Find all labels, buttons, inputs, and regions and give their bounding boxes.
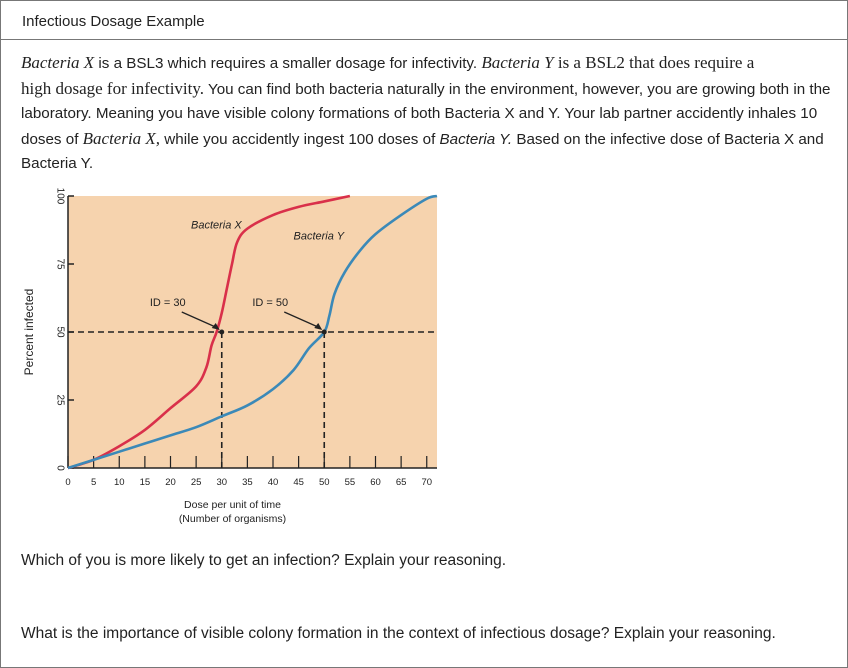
question-2: What is the importance of visible colony formation in the context of infectious dosage? Explain your reasoning. bbox=[21, 625, 776, 642]
y-tick-label: 75 bbox=[54, 258, 66, 270]
x-tick-label: 60 bbox=[370, 477, 381, 488]
x-tick-label: 40 bbox=[267, 477, 279, 488]
question-1: Which of you is more likely to get an infection? Explain your reasoning. bbox=[21, 552, 507, 569]
problem-text-5: Based on the infective dose of Bacteria X and Bacteria Y. bbox=[21, 130, 824, 173]
y-tick-label: 0 bbox=[54, 465, 66, 471]
x-tick-label: 35 bbox=[242, 477, 253, 488]
y-tick-label: 25 bbox=[54, 394, 66, 406]
id-annotation-label: ID = 50 bbox=[252, 297, 289, 309]
x-tick-label: 55 bbox=[344, 477, 356, 488]
problem-text-2b: high dosage for infectivity. bbox=[21, 78, 205, 98]
organism-x-name-2: Bacteria X, bbox=[82, 128, 161, 148]
y-axis-label: Percent infected bbox=[22, 288, 36, 376]
x-tick-label: 70 bbox=[421, 477, 433, 488]
y-tick-label: 50 bbox=[54, 326, 66, 338]
organism-y-name-2: Bacteria Y. bbox=[439, 130, 513, 148]
id-point-marker bbox=[322, 330, 327, 335]
x-tick-label: 50 bbox=[318, 477, 330, 488]
y-tick-label: 100 bbox=[54, 187, 66, 205]
page-title: Infectious Dosage Example bbox=[22, 13, 205, 30]
x-tick-label: 45 bbox=[293, 477, 304, 488]
problem-text-3: You can find both bacteria naturally in the environment, however, you are growing both in the laboratory. Meaning you have visible colony formations of both Bacteria X and Y. Your lab partner accidently inhales 10 doses of bbox=[21, 80, 831, 148]
x-tick-label: 15 bbox=[139, 477, 151, 488]
x-tick-label: 5 bbox=[90, 477, 97, 488]
organism-y-name: Bacteria Y bbox=[481, 53, 554, 72]
x-tick-label: 30 bbox=[216, 477, 228, 488]
problem-text-2a: is a BSL2 that does require a bbox=[553, 53, 755, 72]
organism-x-name: Bacteria X bbox=[21, 53, 95, 72]
id-point-marker bbox=[219, 330, 224, 335]
x-axis-label-line1: Dose per unit of time bbox=[184, 499, 281, 511]
series-label-bacteria-y: Bacteria Y bbox=[293, 230, 345, 243]
series-label-bacteria-x: Bacteria X bbox=[191, 219, 242, 232]
problem-text-1: is a BSL3 which requires a smaller dosage for infectivity. bbox=[94, 55, 482, 72]
header-box bbox=[1, 1, 847, 40]
problem-text-4: while you accidently ingest 100 doses of bbox=[160, 130, 440, 148]
x-tick-label: 25 bbox=[190, 477, 202, 488]
infectious-dose-chart bbox=[19, 186, 449, 536]
x-axis-label-line2: (Number of organisms) bbox=[178, 513, 287, 525]
x-tick-label: 0 bbox=[65, 477, 71, 488]
chart-svg bbox=[19, 186, 449, 536]
x-tick-label: 20 bbox=[165, 477, 176, 488]
problem-statement bbox=[21, 51, 841, 177]
x-tick-label: 65 bbox=[395, 477, 407, 488]
x-tick-label: 10 bbox=[113, 477, 125, 488]
id-annotation-label: ID = 30 bbox=[149, 297, 186, 309]
